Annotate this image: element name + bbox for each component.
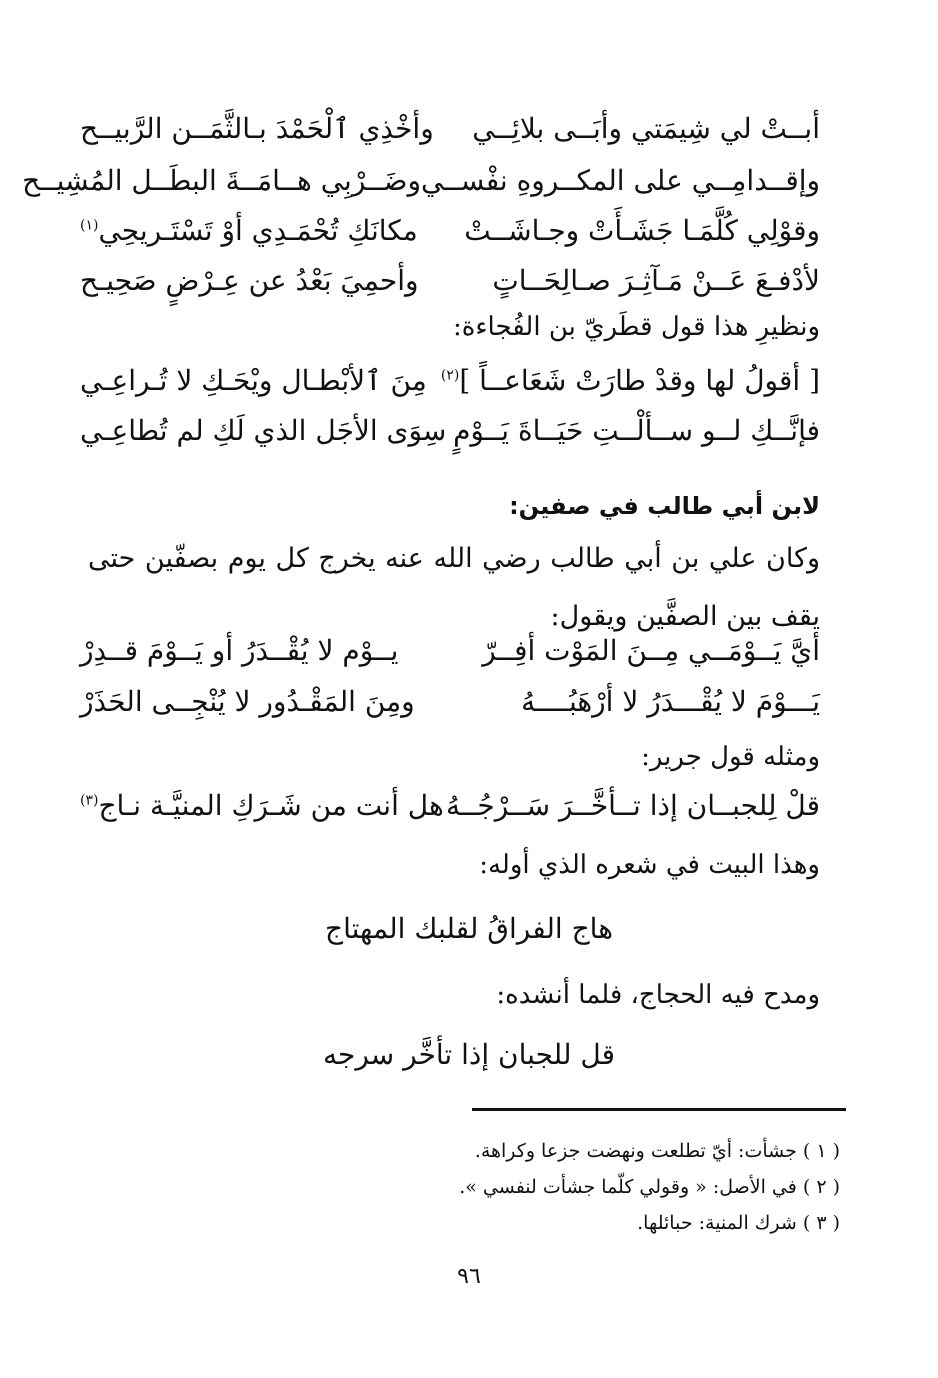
footnote-divider xyxy=(472,1108,846,1111)
intro-line: ومثله قول جرير: xyxy=(641,742,820,772)
verse-line xyxy=(22,155,820,205)
centered-verse: قل للجبان إذا تأخَّر سرجه xyxy=(323,1038,615,1071)
footnote-ref: (١) xyxy=(80,217,99,234)
footnote: ( ١ ) جشأت: أيّ تطلعت ونهضت جزعا وكراهة. xyxy=(474,1140,840,1162)
verse-second-hemistich: وأخْذِي ٱلْحَمْدَ بـالثَّمَــن الرَّبيــح xyxy=(80,111,434,145)
hemistich-text: هل أنت من شَـرَكِ المنيَّـة نـاج xyxy=(98,788,444,822)
verse-line xyxy=(80,205,820,255)
verse-second-hemistich: وضَــرْبِي هــامَــةَ البطَــل المُشِيــح xyxy=(22,163,421,197)
intro-line: ونظيرِ هذا قول قطَريّ بن الفُجاءة: xyxy=(452,312,820,342)
verse-line xyxy=(80,625,820,675)
verse-first-hemistich: قلْ لِلجبــان إذا تــأخَّــرَ سَــرْجُــهُ xyxy=(446,788,820,822)
verse-first-hemistich: أيَّ يَــوْمَــي مِــنَ المَوْت أفِــرّ xyxy=(482,633,820,667)
verse-line xyxy=(80,780,820,830)
footnote: ( ٢ ) في الأصل: « وقولي كلّما جشأت لنفسي ». xyxy=(459,1176,840,1198)
verse-first-hemistich xyxy=(441,364,820,397)
verse-line xyxy=(80,355,820,405)
verse-second-hemistich xyxy=(80,214,418,247)
verse-line xyxy=(80,255,820,305)
footnote-ref: (٢) xyxy=(440,367,460,384)
footnote: ( ٣ ) شرك المنية: حبائلها. xyxy=(637,1212,840,1234)
verse-line xyxy=(80,103,820,153)
verse-second-hemistich: ومِنَ المَقْـدُور لا يُنْجِــى الحَذَرْ xyxy=(80,684,415,718)
verse-second-hemistich: وأحمِيَ بَعْدُ عن عِـرْضٍ صَحِيـح xyxy=(80,263,419,297)
verse-first-hemistich: لأدْفـعَ عَــنْ مَـآثِـرَ صـالِحَــاتٍ xyxy=(492,263,820,297)
verse-first-hemistich: وإقــدامِــي على المكــروهِ نفْســي xyxy=(420,163,820,197)
page-number: ٩٦ xyxy=(457,1264,481,1289)
hemistich-text: [ أقولُ لها وقدْ طارَتْ شَعَاعــاً ] xyxy=(459,363,820,397)
hemistich-text: مكانَكِ تُحْمَـدِي أوْ تَسْتَـريحِي xyxy=(98,213,418,247)
footnote-ref: (٣) xyxy=(80,792,99,809)
verse-first-hemistich: وقوْلِي كُلَّمَـا جَشَـأَتْ وجـاشَــتْ xyxy=(464,213,820,247)
verse-line xyxy=(80,405,820,455)
verse-second-hemistich: يــوْم لا يُقْــدَرُ أو يَــوْمَ قــدِرْ xyxy=(80,633,399,667)
intro-line: وهذا البيت في شعره الذي أوله: xyxy=(479,850,820,880)
verse-line xyxy=(80,676,820,726)
intro-line: ومدح فيه الحجاج، فلما أنشده: xyxy=(496,980,820,1010)
section-heading: لابن أبي طالب في صفين: xyxy=(509,492,820,520)
centered-verse: هاج الفراقُ لقلبك المهتاج xyxy=(325,912,613,945)
verse-first-hemistich: أبــتْ لي شِيمَتي وأبَــى بلائِــي xyxy=(472,111,820,145)
verse-second-hemistich: مِنَ ٱلأبْطـال ويْحَـكِ لا تُـراعِـي xyxy=(80,363,427,397)
verse-second-hemistich xyxy=(80,789,444,822)
prose-paragraph: وكان علي بن أبي طالب رضي الله عنه يخرج كل يوم بصفّين حتى يقف بين الصفَّين ويقول: xyxy=(88,543,820,632)
verse-first-hemistich: يَـــوْمَ لا يُقْـــدَرُ لا أرْهَبُــــهُ xyxy=(521,684,820,718)
verse-first-hemistich: فإنَّــكِ لــو ســألْــتِ حَيَــاةَ يَــوْمٍ xyxy=(453,413,820,447)
verse-second-hemistich: سِوَى الأجَل الذي لَكِ لم تُطاعِـي xyxy=(80,413,447,447)
